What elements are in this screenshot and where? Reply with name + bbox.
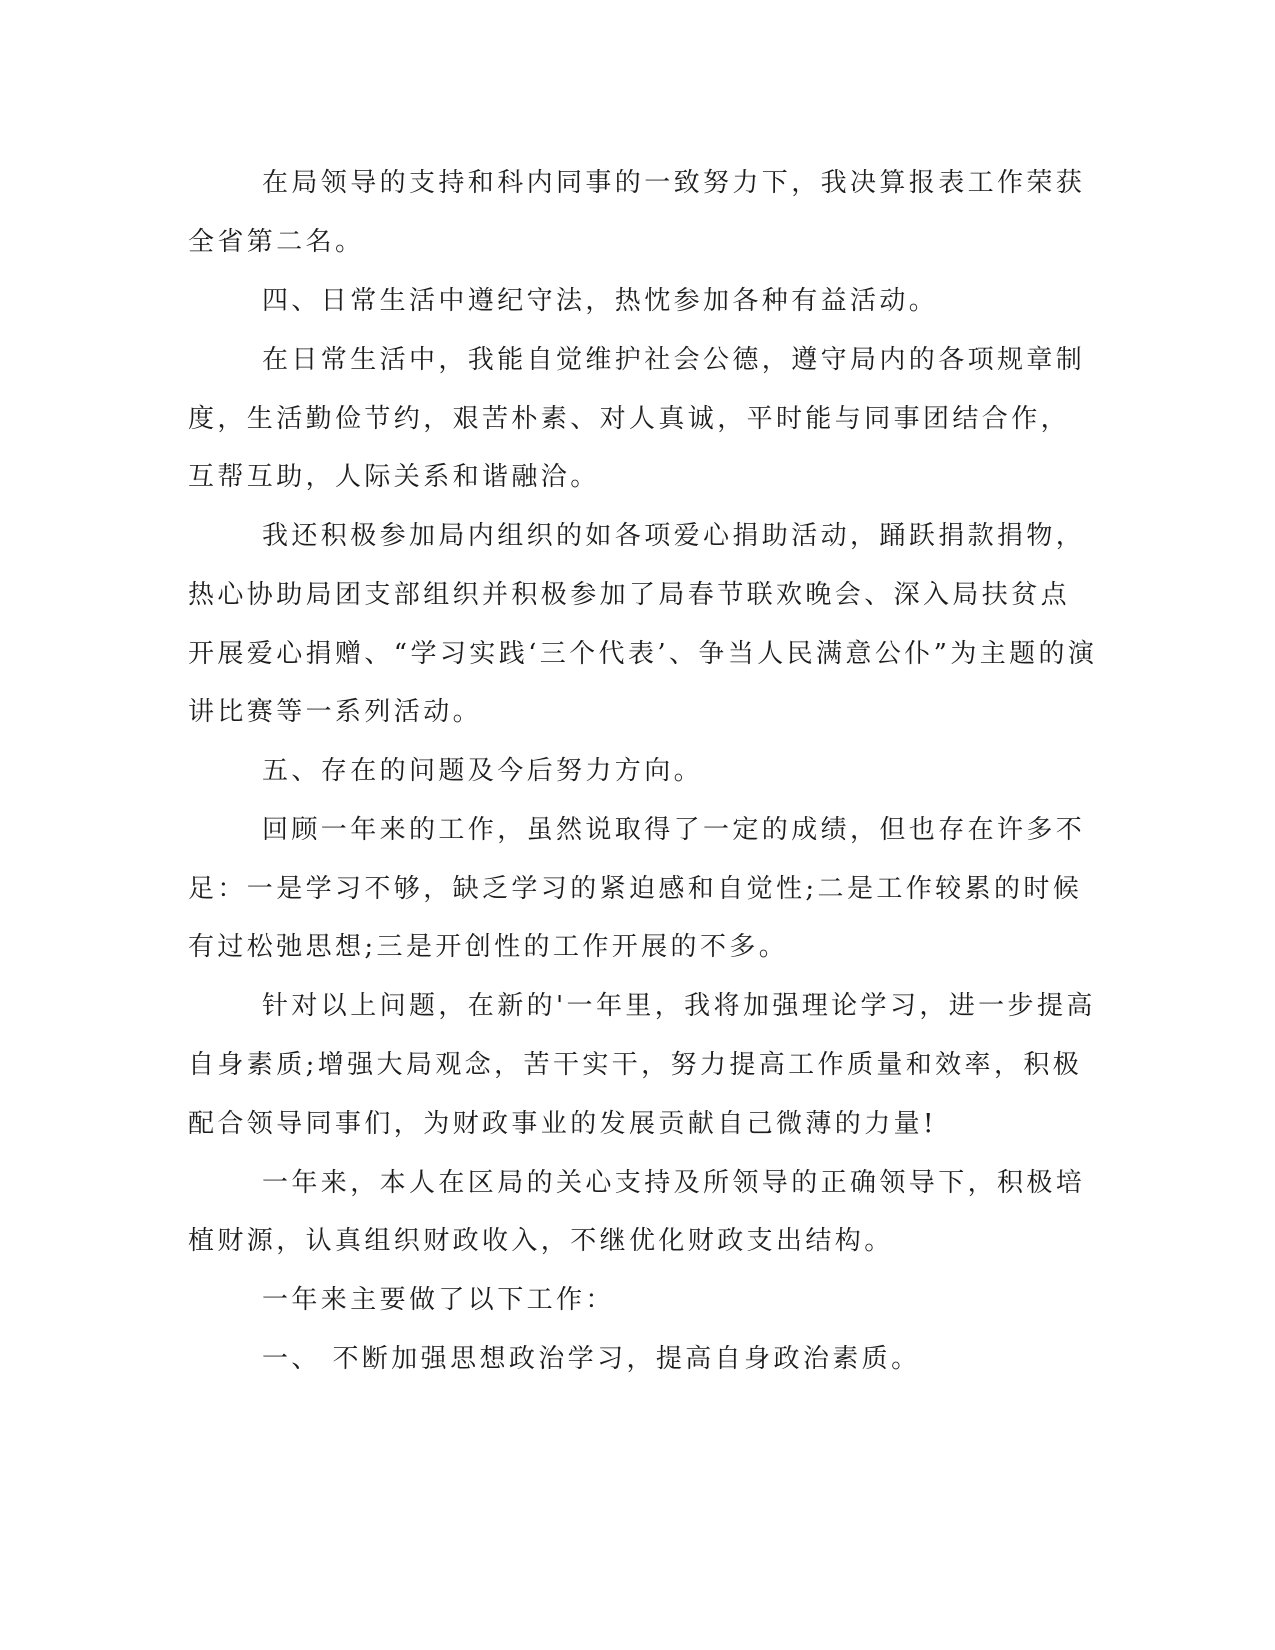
paragraph-line-10: 讲比赛等一系列活动。 bbox=[188, 697, 483, 727]
section-heading-1: 一、 不断加强思想政治学习，提高自身政治素质。 bbox=[262, 1344, 921, 1374]
paragraph-line-19: 植财源，认真组织财政收入，不继优化财政支出结构。 bbox=[188, 1226, 894, 1256]
paragraph-line-20: 一年来主要做了以下工作： bbox=[262, 1285, 615, 1315]
paragraph-line-12: 回顾一年来的工作，虽然说取得了一定的成绩，但也存在许多不 bbox=[262, 815, 1086, 845]
paragraph-line-4: 在日常生活中，我能自觉维护社会公德，遵守局内的各项规章制 bbox=[262, 345, 1086, 375]
paragraph-line-13: 足：一是学习不够，缺乏学习的紧迫感和自觉性;二是工作较累的时候 bbox=[188, 874, 1083, 904]
paragraph-line-9: 开展爱心捐赠、“学习实践‘三个代表’、争当人民满意公仆”为主题的演 bbox=[188, 639, 1098, 669]
paragraph-line-15: 针对以上问题，在新的'一年里，我将加强理论学习，进一步提高 bbox=[262, 991, 1096, 1021]
section-heading-4: 四、日常生活中遵纪守法，热忱参加各种有益活动。 bbox=[262, 286, 939, 316]
paragraph-line-6: 互帮互助，人际关系和谐融洽。 bbox=[188, 462, 600, 492]
paragraph-line-5: 度，生活勤俭节约，艰苦朴素、对人真诚，平时能与同事团结合作， bbox=[188, 404, 1071, 434]
paragraph-line-14: 有过松弛思想;三是开创性的工作开展的不多。 bbox=[188, 932, 789, 962]
paragraph-line-2: 全省第二名。 bbox=[188, 227, 365, 257]
paragraph-line-17: 配合领导同事们，为财政事业的发展贡献自己微薄的力量! bbox=[188, 1109, 937, 1139]
paragraph-line-8: 热心协助局团支部组织并积极参加了局春节联欢晚会、深入局扶贫点 bbox=[188, 580, 1071, 610]
section-heading-5: 五、存在的问题及今后努力方向。 bbox=[262, 756, 704, 786]
paragraph-line-18: 一年来，本人在区局的关心支持及所领导的正确领导下，积极培 bbox=[262, 1168, 1086, 1198]
paragraph-line-16: 自身素质;增强大局观念，苦干实干，努力提高工作质量和效率，积极 bbox=[188, 1050, 1083, 1080]
paragraph-line-7: 我还积极参加局内组织的如各项爱心捐助活动，踊跃捐款捐物， bbox=[262, 521, 1086, 551]
paragraph-line-1: 在局领导的支持和科内同事的一致努力下，我决算报表工作荣获 bbox=[262, 168, 1086, 198]
